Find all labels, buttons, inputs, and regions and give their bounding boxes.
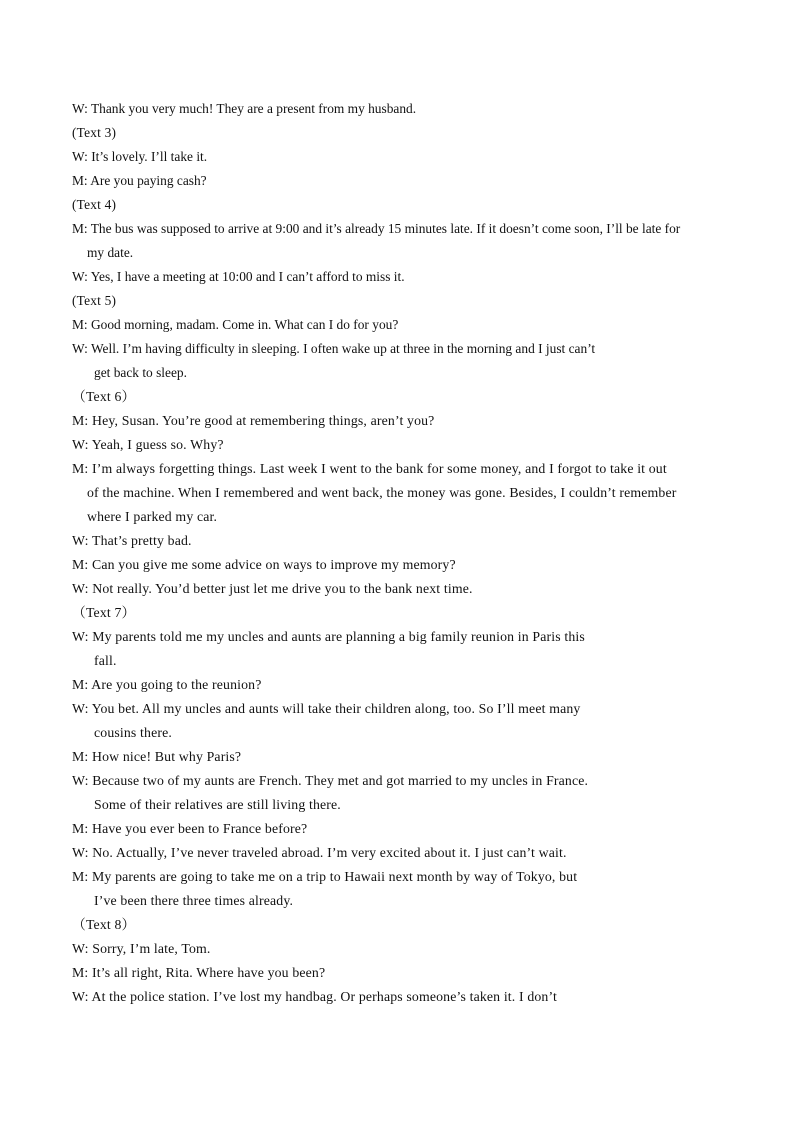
dialogue-continuation: I’ve been there three times already.	[94, 893, 294, 908]
dialogue-line: W: You bet. All my uncles and aunts will take their children along, too. So I’ll meet many	[72, 701, 581, 716]
dialogue-line: M: Are you going to the reunion?	[72, 677, 262, 692]
dialogue-continuation: cousins there.	[94, 725, 172, 740]
dialogue-line: W: Sorry, I’m late, Tom.	[72, 941, 211, 956]
dialogue-line: M: Can you give me some advice on ways to improve my memory?	[72, 557, 456, 572]
dialogue-line: W: Because two of my aunts are French. They met and got married to my uncles in France.	[72, 773, 589, 788]
dialogue-continuation: get back to sleep.	[94, 365, 187, 380]
dialogue-continuation: where I parked my car.	[87, 509, 218, 524]
dialogue-line: W: Yes, I have a meeting at 10:00 and I can’t afford to miss it.	[72, 269, 405, 284]
dialogue-continuation: Some of their relatives are still living there.	[94, 797, 341, 812]
dialogue-line: M: It’s all right, Rita. Where have you been?	[72, 965, 326, 980]
section-heading: (Text 4)	[72, 197, 117, 212]
dialogue-line: W: No. Actually, I’ve never traveled abroad. I’m very excited about it. I just can’t wait.	[72, 845, 567, 860]
section-heading: （Text 8）	[72, 917, 136, 932]
dialogue-line: M: My parents are going to take me on a trip to Hawaii next month by way of Tokyo, but	[72, 869, 578, 884]
dialogue-continuation: my date.	[87, 245, 134, 260]
dialogue-line: W: My parents told me my uncles and aunts are planning a big family reunion in Paris this	[72, 629, 585, 644]
transcript-body	[72, 97, 742, 385]
dialogue-line: M: I’m always forgetting things. Last week I went to the bank for some money, and I forgot to take it out	[72, 461, 667, 476]
dialogue-line: W: Yeah, I guess so. Why?	[72, 437, 224, 452]
dialogue-line: W: At the police station. I’ve lost my handbag. Or perhaps someone’s taken it. I don’t	[72, 989, 557, 1004]
dialogue-line: W: Well. I’m having difficulty in sleeping. I often wake up at three in the morning and I just can’t	[72, 341, 596, 356]
dialogue-line: W: It’s lovely. I’ll take it.	[72, 149, 208, 164]
dialogue-line: M: Good morning, madam. Come in. What can I do for you?	[72, 317, 399, 332]
dialogue-line: M: Hey, Susan. You’re good at remembering things, aren’t you?	[72, 413, 435, 428]
dialogue-line: M: How nice! But why Paris?	[72, 749, 242, 764]
dialogue-line: W: Not really. You’d better just let me drive you to the bank next time.	[72, 581, 473, 596]
section-heading: （Text 6）	[72, 389, 136, 404]
dialogue-line: M: Have you ever been to France before?	[72, 821, 308, 836]
dialogue-line: W: That’s pretty bad.	[72, 533, 192, 548]
transcript-body-continued	[72, 385, 742, 1009]
dialogue-line: W: Thank you very much! They are a present from my husband.	[72, 101, 417, 116]
dialogue-continuation: fall.	[94, 653, 117, 668]
dialogue-line: M: The bus was supposed to arrive at 9:00 and it’s already 15 minutes late. If it doesn’t come soon, I’ll be late for	[72, 221, 681, 236]
dialogue-continuation: of the machine. When I remembered and went back, the money was gone. Besides, I couldn’t remember	[87, 485, 677, 500]
section-heading: (Text 5)	[72, 293, 117, 308]
section-heading: (Text 3)	[72, 125, 117, 140]
dialogue-line: M: Are you paying cash?	[72, 173, 207, 188]
section-heading: （Text 7）	[72, 605, 136, 620]
